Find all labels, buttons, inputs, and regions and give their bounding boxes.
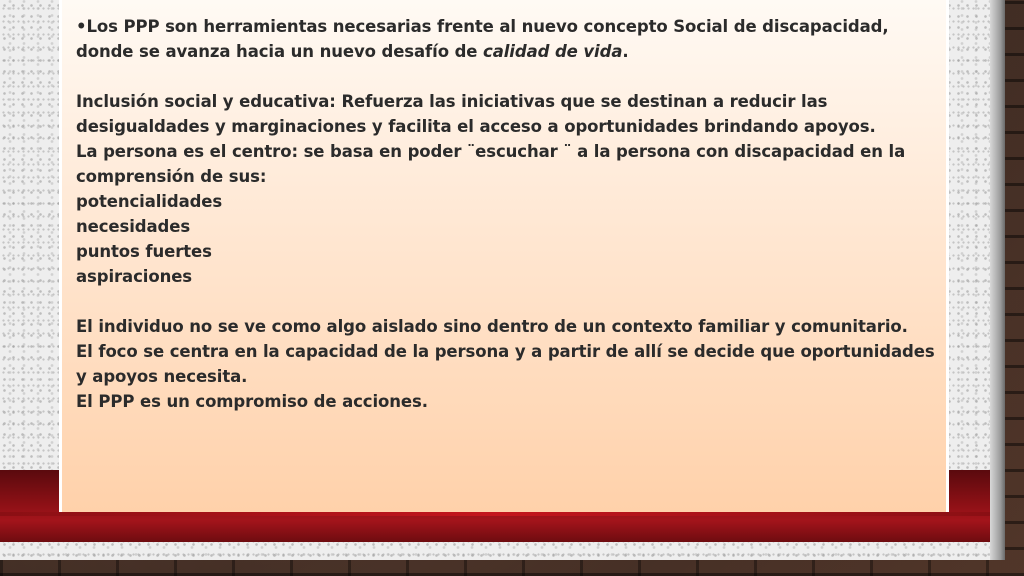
content-panel <box>59 0 949 512</box>
list-item: necesidades <box>76 217 191 236</box>
slide-text <box>76 14 946 414</box>
spacer <box>76 64 946 89</box>
individuo-paragraph: El individuo no se ve como algo aislado sino dentro de un contexto familiar y comunitario. <box>76 317 908 336</box>
list-item: aspiraciones <box>76 267 193 286</box>
intro-emphasis: calidad de vida <box>483 42 623 61</box>
red-accent-line <box>0 512 990 516</box>
inclusion-paragraph: Inclusión social y educativa: Refuerza las iniciativas que se destinan a reducir las desigualdades y marginaciones y facilita el acceso a oportunidades brindando apoyos. <box>76 92 876 136</box>
intro-paragraph <box>76 14 946 64</box>
persona-paragraph: La persona es el centro: se basa en poder ¨escuchar ¨ a la persona con discapacidad en la comprensión de sus: <box>76 142 906 186</box>
intro-period: . <box>622 42 629 61</box>
list-item: potencialidades <box>76 192 223 211</box>
compromiso-paragraph: El PPP es un compromiso de acciones. <box>76 392 428 411</box>
intro-text: •Los PPP son herramientas necesarias frente al nuevo concepto Social de discapacidad, donde se avanza hacia un nuevo desafío de <box>76 17 889 61</box>
foco-paragraph: El foco se centra en la capacidad de la persona y a partir de allí se decide que oportunidades y apoyos necesita. <box>76 342 935 386</box>
spacer <box>76 289 946 314</box>
list-item: puntos fuertes <box>76 242 212 261</box>
slide-frame-edge <box>990 0 1005 560</box>
